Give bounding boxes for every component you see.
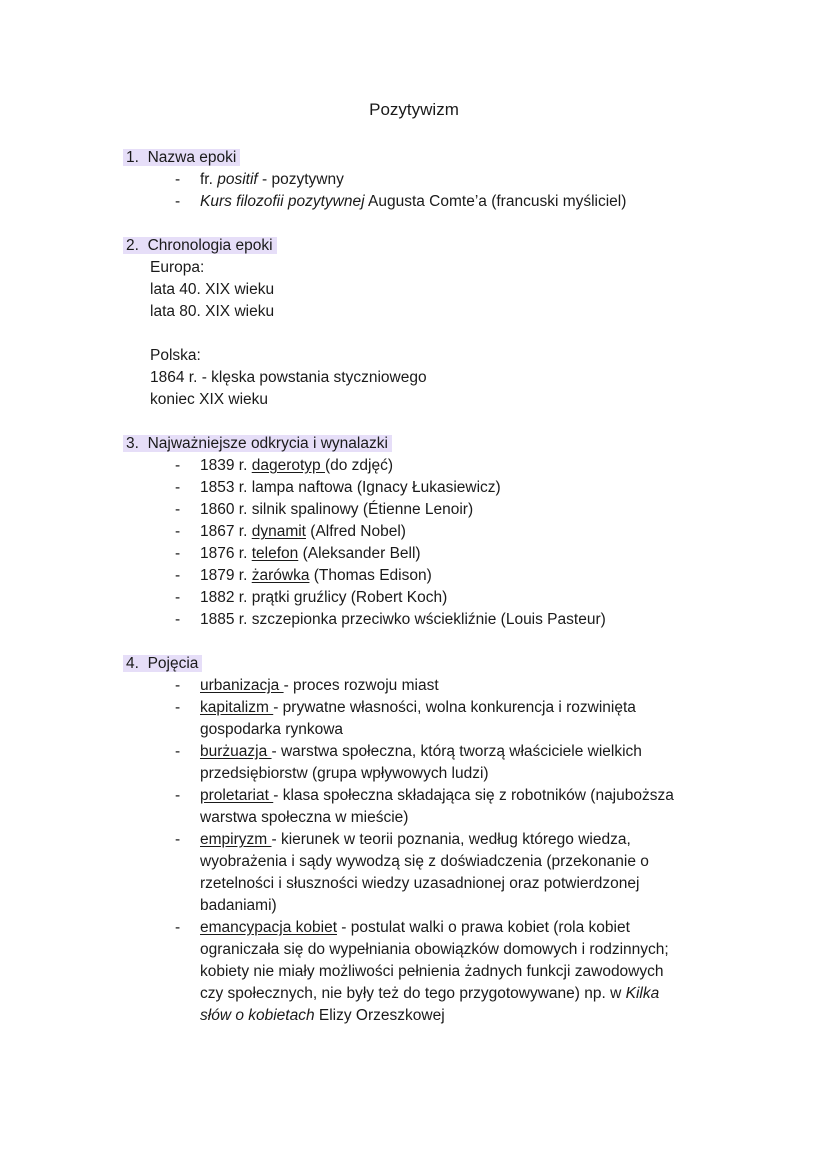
list-item: - Kurs filozofii pozytywnej Augusta Comte’a (francuski myśliciel) (175, 193, 627, 210)
section-heading: 1. Nazwa epoki (123, 147, 743, 169)
section-heading: 4. Pojęcia (123, 653, 743, 675)
list-item: - 1882 r. prątki gruźlicy (Robert Koch) (175, 589, 448, 606)
chronology-line: koniec XIX wieku (150, 391, 269, 408)
section-concepts (123, 653, 743, 1027)
list-item: - 1853 r. lampa naftowa (Ignacy Łukasiewicz) (175, 479, 501, 496)
section-era-name (123, 147, 743, 213)
section-heading: 3. Najważniejsze odkrycia i wynalazki (123, 433, 743, 455)
list-item: - fr. positif - pozytywny (175, 171, 344, 188)
concept-burzuazja: - burżuazja - warstwa społeczna, którą tworzą właściciele wielkich przedsiębiorstw (grupa wpływowych ludzi) (175, 743, 642, 782)
concept-proletariat: - proletariat - klasa społeczna składająca się z robotników (najuboższa warstwa społeczna w mieście) (175, 787, 674, 826)
concept-kapitalizm: - kapitalizm - prywatne własności, wolna konkurencja i rozwinięta gospodarka rynkowa (175, 699, 636, 738)
section-chronology (123, 235, 743, 411)
section-heading: 2. Chronologia epoki (123, 235, 743, 257)
chronology-line: 1864 r. - klęska powstania styczniowego (150, 369, 427, 386)
section-discoveries (123, 433, 743, 631)
list-item: - 1867 r. dynamit (Alfred Nobel) (175, 523, 406, 540)
page-title: Pozytywizm (369, 100, 459, 119)
list-item: - 1860 r. silnik spalinowy (Étienne Lenoir) (175, 501, 474, 518)
concept-emancypacja: - emancypacja kobiet - postulat walki o prawa kobiet (rola kobiet ograniczała się do wypełniania obowiązków domowych i rodzinnych; kobiety nie miały możliwości pełnienia żadnych funkcji zawodowych czy społecznych, nie były też do tego przygotowywane) np. w Kilka słów o kobietach Elizy Orzeszkowej (175, 919, 669, 1024)
chronology-line: lata 40. XIX wieku (150, 281, 275, 298)
list-item: - 1839 r. dagerotyp (do zdjęć) (175, 457, 394, 474)
chronology-europe-label: Europa: (150, 259, 205, 276)
concept-empiryzm: - empiryzm - kierunek w teorii poznania, według którego wiedza, wyobrażenia i sądy wywodzą się z doświadczenia (przekonanie o rzetelności i słuszności wiedzy uzasadnionej oraz potwierdzonej badaniami) (175, 831, 649, 914)
list-item: - 1879 r. żarówka (Thomas Edison) (175, 567, 432, 584)
list-item: - 1876 r. telefon (Aleksander Bell) (175, 545, 421, 562)
list-item: - 1885 r. szczepionka przeciwko wściekliźnie (Louis Pasteur) (175, 611, 606, 628)
concept-urbanizacja: - urbanizacja - proces rozwoju miast (175, 677, 439, 694)
chronology-poland-label: Polska: (150, 347, 201, 364)
chronology-line: lata 80. XIX wieku (150, 303, 275, 320)
